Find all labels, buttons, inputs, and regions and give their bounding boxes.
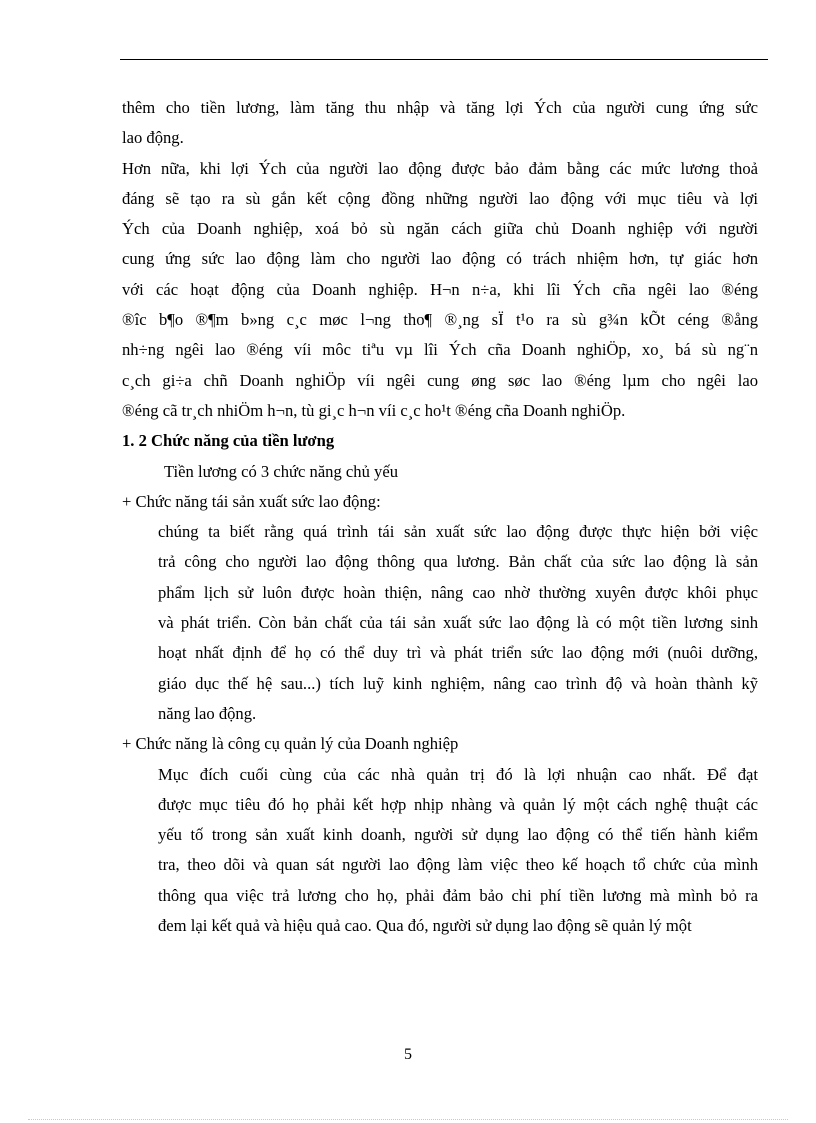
text-line: yếu tố trong sản xuất kinh doanh, người sử dụng lao động có thể tiến hành kiểm [158, 825, 758, 845]
section-heading: 1. 2 Chức năng của tiền lương [122, 431, 335, 451]
text-line: cung ứng sức lao động làm cho người lao động có trách nhiệm hơn, tự giác hơn [122, 249, 758, 269]
text-line: trả công cho người lao động thông qua lương. Bản chất của sức lao động là sản [158, 552, 758, 572]
text-line: nh÷ng ngêi lao ®éng víi môc tiªu vµ lîi Ých cña Doanh nghiÖp, xo¸ bá sù ng¨n [122, 340, 758, 360]
text-line: hoạt nhất định để họ có thể duy trì và phát triển sức lao động mới (nuôi dưỡng, [158, 643, 758, 663]
text-line: năng lao động. [158, 703, 257, 723]
text-line: Ých của Doanh nghiệp, xoá bỏ sù ngăn cách giữa chủ Doanh nghiệp với người [122, 219, 758, 239]
text-line: lao động. [122, 128, 184, 148]
page-bottom-border [28, 1119, 788, 1120]
text-line: Tiền lương có 3 chức năng chủ yếu [164, 461, 398, 481]
page-number: 5 [404, 1046, 412, 1063]
text-line: đáng sẽ tạo ra sù gắn kết cộng đồng những người lao động với mục tiêu và lợi [122, 188, 758, 208]
text-line: thông qua việc trả lương cho họ, phải đảm bảo chi phí tiền lương mà mình bỏ ra [158, 885, 758, 905]
body-text [122, 93, 758, 941]
text-line: thêm cho tiền lương, làm tăng thu nhập và tăng lợi Ých của người cung ứng sức [122, 98, 758, 117]
text-line: giáo dục thế hệ sau...) tích luỹ kinh nghiệm, nâng cao trình độ và hoàn thành kỹ [158, 673, 758, 693]
text-line: với các hoạt động của Doanh nghiệp. H¬n n÷a, khi lîi Ých cña ngêi lao ®éng [122, 279, 758, 299]
text-line: phẩm lịch sử luôn được hoàn thiện, nâng cao nhờ thường xuyên được khôi phục [158, 582, 758, 602]
text-line: và phát triển. Còn bản chất của tái sản xuất sức lao động là có một tiền lương sinh [158, 613, 758, 633]
text-line: Hơn nữa, khi lợi Ých của người lao động được bảo đảm bằng các mức lương thoả [122, 158, 758, 178]
text-line: được mục tiêu đó họ phải kết hợp nhịp nhàng và quản lý một cách nghệ thuật các [158, 794, 758, 814]
text-line: c¸ch gi÷a chñ Doanh nghiÖp víi ngêi cung øng søc lao ®éng lµm cho ngêi lao [122, 370, 758, 390]
text-line: đem lại kết quả và hiệu quả cao. Qua đó, người sử dụng lao động sẽ quản lý một [158, 916, 692, 936]
text-line: ®îc b¶o ®¶m b»ng c¸c møc l¬ng tho¶ ®¸ng sÏ t¹o ra sù g¾n kÕt céng ®ång [122, 310, 758, 330]
text-line: Mục đích cuối cùng của các nhà quản trị đó là lợi nhuận cao nhất. Để đạt [158, 764, 758, 784]
text-line: + Chức năng là công cụ quản lý của Doanh nghiệp [122, 734, 459, 754]
text-line: ®éng cã tr¸ch nhiÖm h¬n, tù gi¸c h¬n víi c¸c ho¹t ®éng cña Doanh nghiÖp. [122, 400, 626, 420]
text-line: + Chức năng tái sản xuất sức lao động: [122, 491, 381, 511]
text-line: chúng ta biết rằng quá trình tái sản xuất sức lao động được thực hiện bởi việc [158, 522, 758, 542]
text-line: tra, theo dõi và quan sát người lao động làm việc theo kế hoạch tổ chức của mình [158, 855, 758, 875]
header-rule [120, 59, 768, 60]
